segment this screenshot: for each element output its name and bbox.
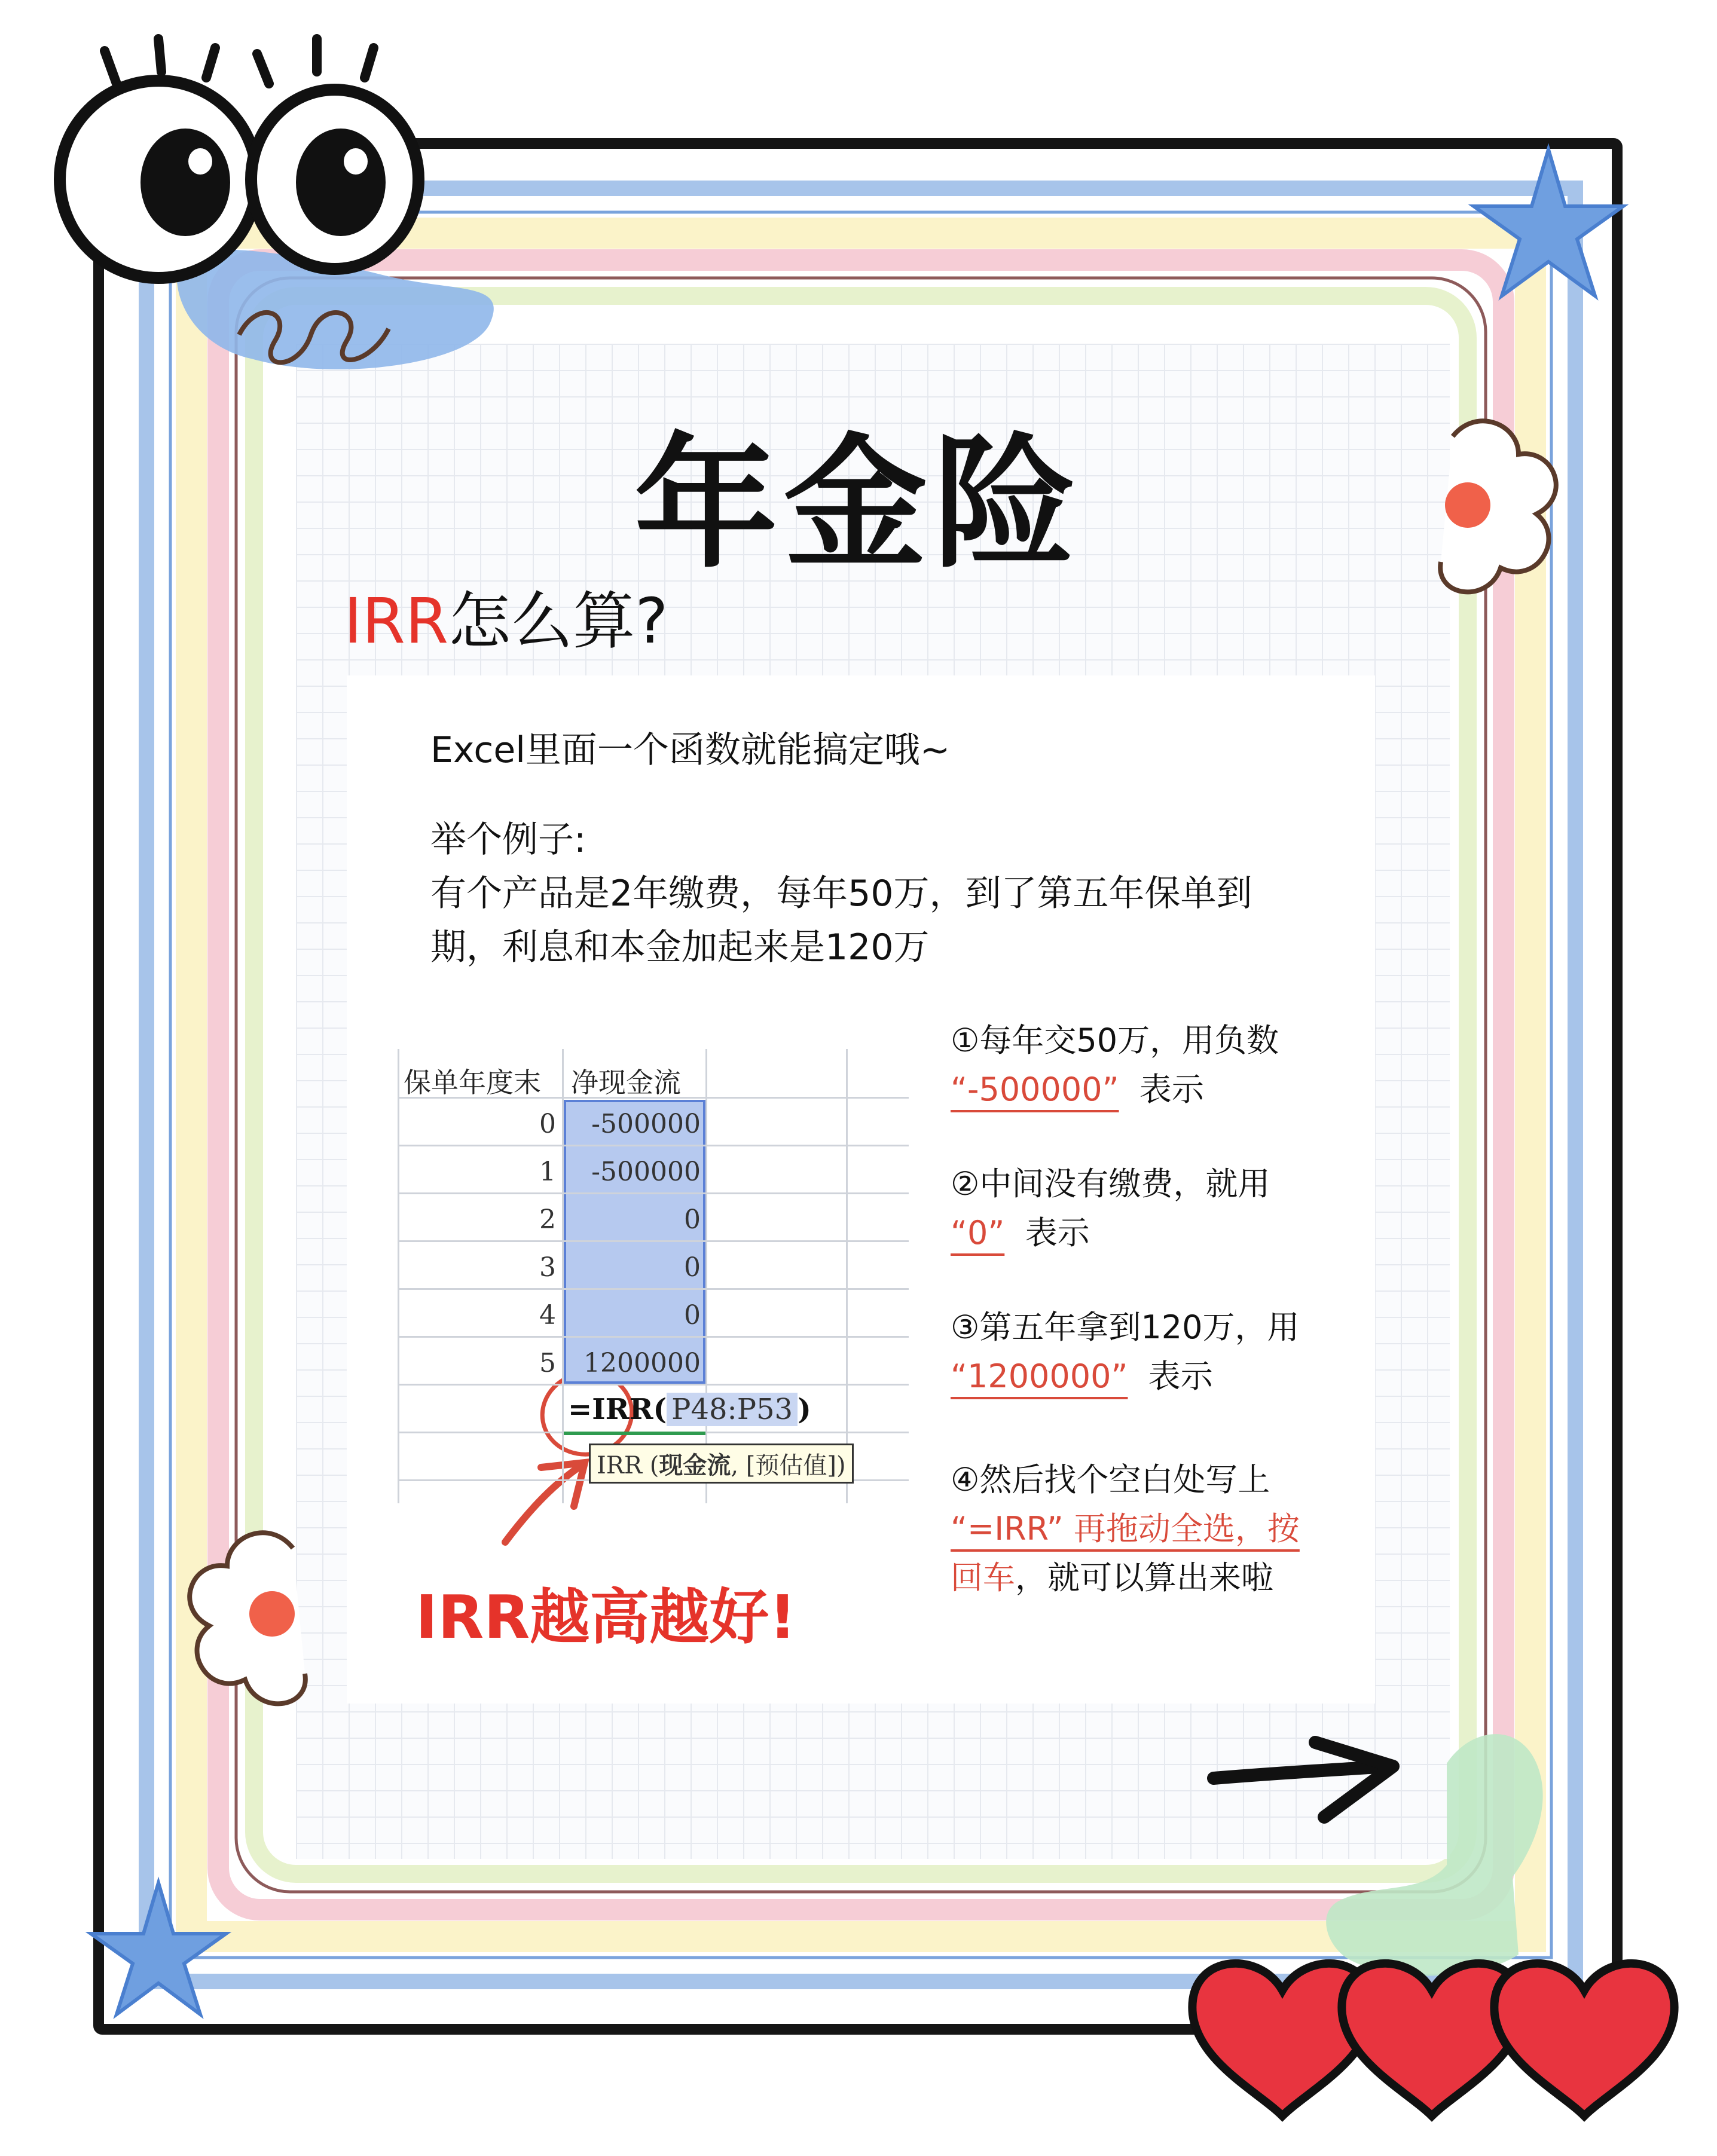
step-highlight: 回车 bbox=[951, 1559, 1015, 1597]
example-line: 期，利息和本金加起来是120万 bbox=[430, 926, 930, 968]
intro-text bbox=[430, 723, 1315, 974]
tooltip-fn: IRR ( bbox=[597, 1452, 659, 1479]
step-text: ④然后找个空白处写上 bbox=[951, 1461, 1270, 1499]
formula-prefix: =IRR( bbox=[568, 1393, 667, 1426]
year-cell: 1 bbox=[539, 1157, 556, 1187]
step-3 bbox=[951, 1303, 1369, 1401]
step-highlight: “1200000” bbox=[951, 1357, 1128, 1395]
year-cell: 5 bbox=[539, 1348, 556, 1378]
eyes-decoration bbox=[60, 39, 418, 278]
star-icon bbox=[1474, 149, 1623, 296]
cashflow-cell: -500000 bbox=[591, 1109, 701, 1139]
step-1 bbox=[951, 1016, 1369, 1114]
column-header: 净现金流 bbox=[571, 1066, 681, 1099]
step-after: ，就可以算出来啦 bbox=[1015, 1559, 1273, 1597]
step-text: ②中间没有缴费，就用 bbox=[951, 1165, 1270, 1203]
subtitle-accent: IRR bbox=[344, 585, 449, 657]
cashflow-cell: 0 bbox=[684, 1300, 701, 1331]
step-2 bbox=[951, 1160, 1369, 1258]
step-text: ③第五年拿到120万，用 bbox=[951, 1308, 1300, 1346]
step-after: 表示 bbox=[1148, 1357, 1213, 1395]
step-highlight: “0” bbox=[951, 1214, 1005, 1252]
year-cell: 4 bbox=[539, 1300, 556, 1331]
formula-tooltip bbox=[589, 1444, 854, 1484]
step-highlight: “-500000” bbox=[951, 1071, 1119, 1108]
cloud-decoration bbox=[190, 1533, 305, 1704]
subtitle-rest: 怎么算? bbox=[448, 585, 668, 657]
step-after: 表示 bbox=[1139, 1071, 1204, 1108]
year-cell: 0 bbox=[539, 1109, 556, 1139]
arrow-right-icon bbox=[1214, 1742, 1393, 1817]
example-line: 有个产品是2年缴费，每年50万，到了第五年保单到 bbox=[430, 873, 1252, 915]
formula-suffix: ) bbox=[798, 1393, 811, 1426]
step-highlight: “=IRR” 再拖动全选，按 bbox=[951, 1510, 1300, 1548]
star-icon bbox=[91, 1883, 226, 2014]
irr-note: IRR越高越好! bbox=[415, 1582, 796, 1652]
year-cell: 2 bbox=[539, 1204, 556, 1235]
year-cell: 3 bbox=[539, 1252, 556, 1283]
irr-formula bbox=[568, 1393, 811, 1426]
subtitle bbox=[344, 571, 668, 660]
spreadsheet-example bbox=[398, 1049, 909, 1503]
step-text: ①每年交50万，用负数 bbox=[951, 1022, 1279, 1059]
step-after: 表示 bbox=[1025, 1214, 1090, 1252]
cashflow-cell: -500000 bbox=[591, 1157, 701, 1187]
column-header: 保单年度末 bbox=[404, 1066, 541, 1099]
tooltip-arg: 现金流 bbox=[659, 1451, 731, 1479]
intro-line: Excel里面一个函数就能搞定哦~ bbox=[430, 729, 951, 771]
cashflow-cell: 0 bbox=[684, 1204, 701, 1235]
active-cell-underline bbox=[564, 1432, 705, 1435]
cashflow-cell: 1200000 bbox=[583, 1348, 701, 1378]
step-4 bbox=[951, 1455, 1369, 1603]
example-label: 举个例子: bbox=[430, 819, 586, 861]
cashflow-cell: 0 bbox=[684, 1252, 701, 1283]
hearts-decoration bbox=[1192, 1964, 1674, 2116]
formula-range: P48:P53 bbox=[667, 1393, 798, 1426]
page-title: 年金险 bbox=[634, 420, 1083, 588]
tooltip-rest: , [预估值]) bbox=[731, 1452, 846, 1479]
